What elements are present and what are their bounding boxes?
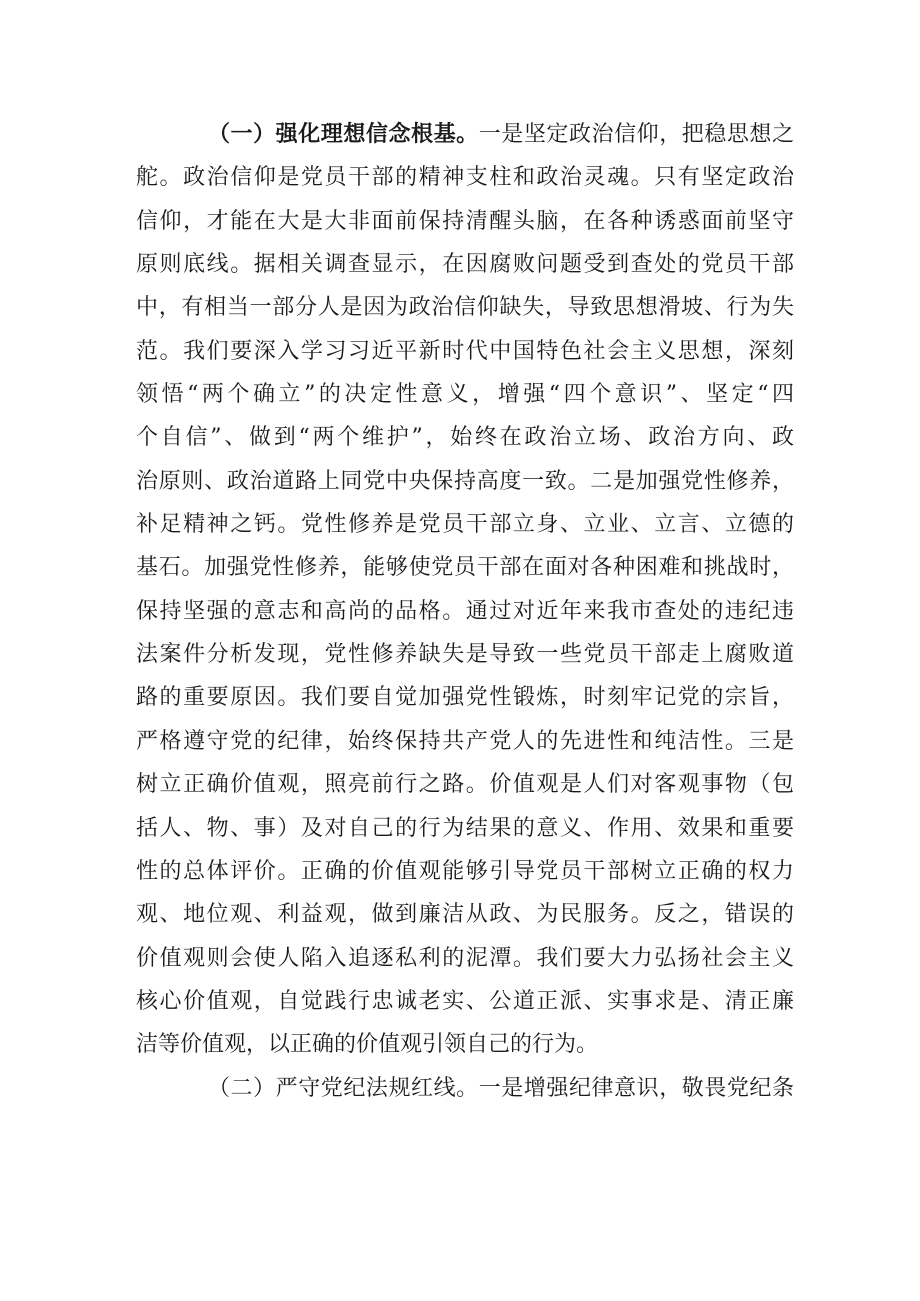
paragraph-1-text: 一是坚定政治信仰，把稳思想之: [478, 122, 794, 147]
paragraph-line: 核心价值观，自觉践行忠诚老实、公道正派、实事求是、清正廉: [136, 988, 794, 1014]
paragraph-2-line-1: （二）严守党纪法规红线。一是增强纪律意识，敬畏党纪条: [208, 1075, 794, 1101]
paragraph-line: 舵。政治信仰是党员干部的精神支柱和政治灵魂。只有坚定政治: [136, 165, 794, 191]
paragraph-line: 原则底线。据相关调查显示，在因腐败问题受到查处的党员干部: [136, 252, 794, 278]
paragraph-line: 价值观则会使人陷入追逐私利的泥潭。我们要大力弘扬社会主义: [136, 945, 794, 971]
paragraph-line: 治原则、政治道路上同党中央保持高度一致。二是加强党性修养，: [136, 468, 794, 494]
paragraph-line: 中，有相当一部分人是因为政治信仰缺失，导致思想滑坡、行为失: [136, 295, 794, 321]
paragraph-line: 路的重要原因。我们要自觉加强党性锻炼，时刻牢记党的宗旨，: [136, 685, 794, 711]
paragraph-line: 信仰，才能在大是大非面前保持清醒头脑，在各种诱惑面前坚守: [136, 208, 794, 234]
paragraph-line: 基石。加强党性修养，能够使党员干部在面对各种困难和挑战时，: [136, 555, 794, 581]
paragraph-1-line-1: [136, 113, 794, 156]
paragraph-line: 个自信”、做到“两个维护”，始终在政治立场、政治方向、政: [136, 425, 794, 451]
paragraph-line: 保持坚强的意志和高尚的品格。通过对近年来我市查处的违纪违: [136, 598, 794, 624]
paragraph-line: 补足精神之钙。党性修养是党员干部立身、立业、立言、立德的: [136, 512, 794, 538]
paragraph-line: 严格遵守党的纪律，始终保持共产党人的先进性和纯洁性。三是: [136, 728, 794, 754]
paragraph-line: 领悟“两个确立”的决定性意义，增强“四个意识”、坚定“四: [136, 382, 794, 408]
body-text: [136, 113, 794, 1110]
paragraph-line: 括人、物、事）及对自己的行为结果的意义、作用、效果和重要: [136, 815, 794, 841]
paragraph-line: 树立正确价值观，照亮前行之路。价值观是人们对客观事物（包: [136, 772, 794, 798]
paragraph-line-last: 洁等价值观，以正确的价值观引领自己的行为。: [136, 1032, 599, 1058]
paragraph-line: 法案件分析发现，党性修养缺失是导致一些党员干部走上腐败道: [136, 642, 794, 668]
paragraph-line: 范。我们要深入学习习近平新时代中国特色社会主义思想，深刻: [136, 338, 794, 364]
section-heading-1: （一）强化理想信念根基。: [208, 122, 479, 147]
paragraph-line: 观、地位观、利益观，做到廉洁从政、为民服务。反之，错误的: [136, 902, 794, 928]
paragraph-line: 性的总体评价。正确的价值观能够引导党员干部树立正确的权力: [136, 858, 794, 884]
